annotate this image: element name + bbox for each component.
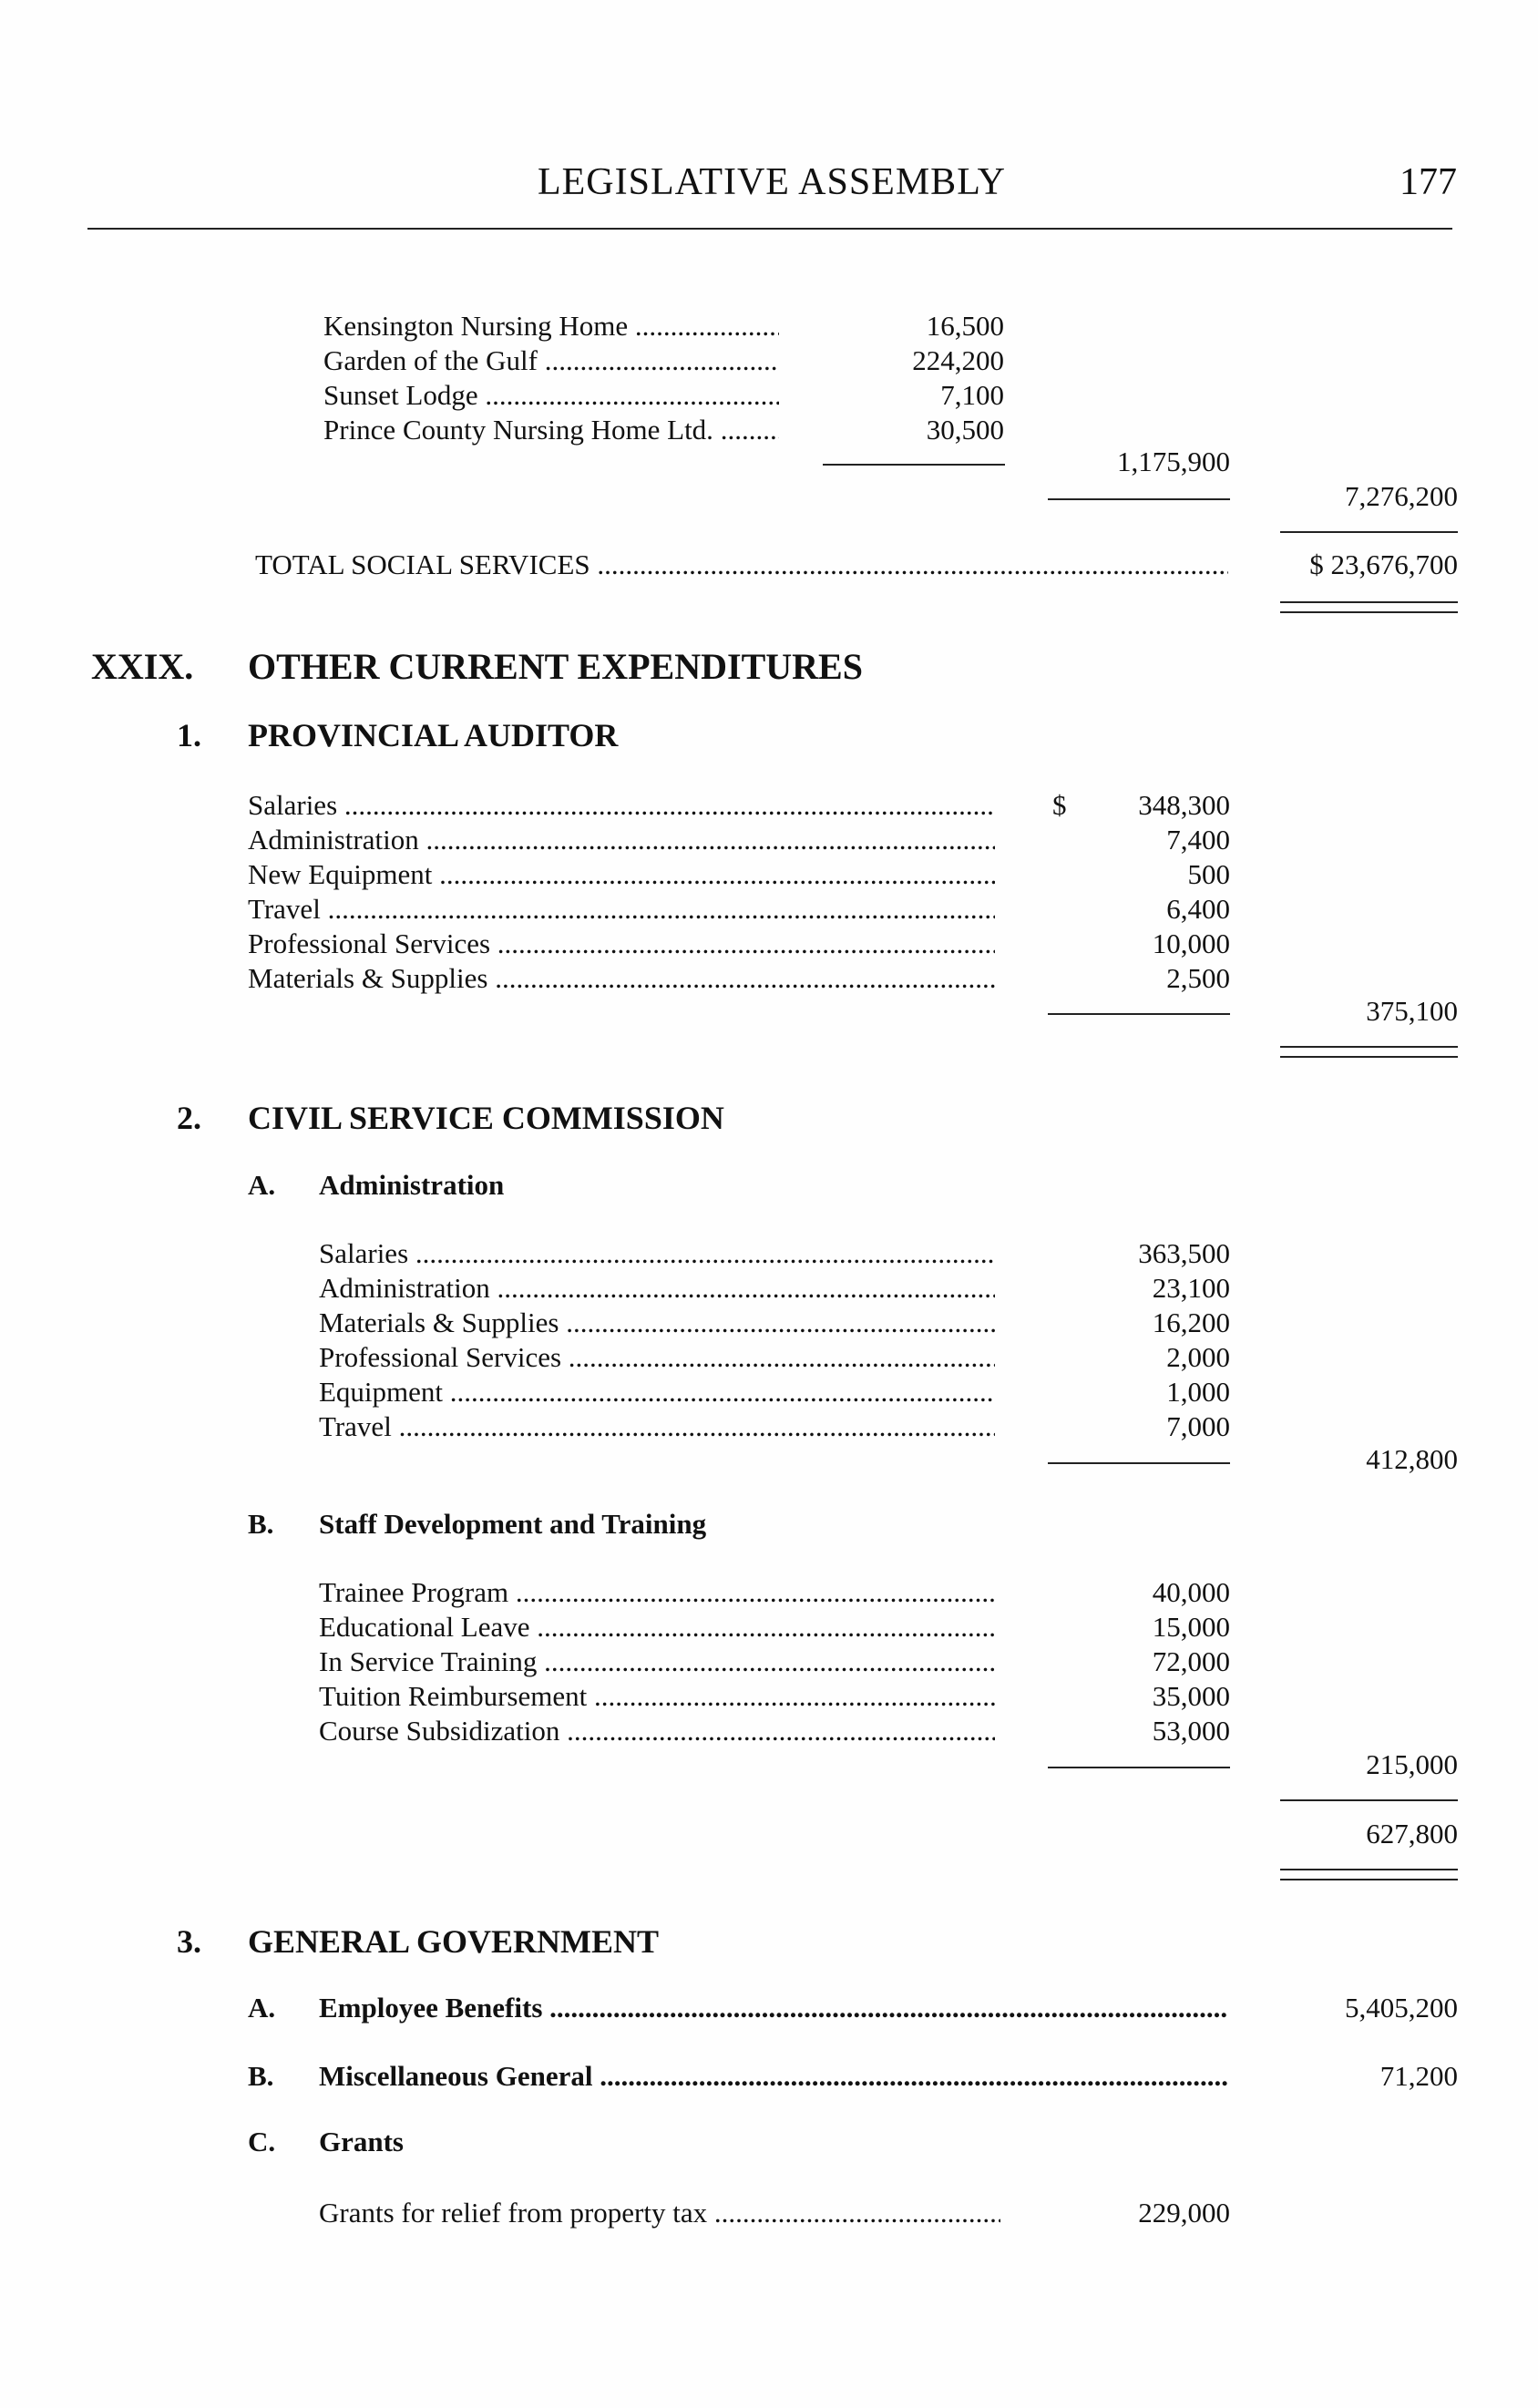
line-item-label: Professional Services ..... (319, 1340, 995, 1375)
line-item-label: In Service Training ..... (319, 1645, 995, 1679)
subsection-title: PROVINCIAL AUDITOR (248, 717, 619, 753)
nursing-home-amount: 7,100 (940, 379, 1004, 411)
line-item-amount: 35,000 (1152, 1680, 1230, 1712)
civil-training-total: 215,000 (1366, 1748, 1458, 1780)
line-item-label: Tuition Reimbursement ..... (319, 1679, 995, 1714)
line-item-amount: 6,400 (1166, 893, 1230, 925)
line-item-amount: 10,000 (1152, 927, 1230, 959)
line-item-amount: 16,200 (1152, 1306, 1230, 1338)
subsection-letter: B. (248, 2060, 274, 2092)
subsection-number: 1. (177, 717, 201, 753)
subtotal-rule (823, 464, 1005, 466)
line-item-amount: 7,000 (1166, 1410, 1230, 1442)
line-item-label: Materials & Supplies ..... (319, 1306, 995, 1340)
line-item-amount: 348,300 (1138, 789, 1230, 821)
line-item-label: Travel ..... (319, 1409, 995, 1444)
civil-admin-total: 412,800 (1366, 1443, 1458, 1475)
section-numeral: XXIX. (91, 646, 194, 687)
line-item-label: Travel ..... (248, 892, 995, 927)
currency-sign: $ (1052, 789, 1067, 821)
line-item-label: Salaries ..... (248, 788, 995, 823)
subtotal-rule (1048, 1767, 1230, 1768)
subtotal-rule (1048, 498, 1230, 500)
line-item-amount: 363,500 (1138, 1237, 1230, 1269)
line-item-amount: 15,000 (1152, 1611, 1230, 1643)
subsection-number: 3. (177, 1923, 201, 1960)
subtotal-rule (1048, 1013, 1230, 1015)
double-rule (1280, 1869, 1458, 1880)
line-item-amount: 23,100 (1152, 1272, 1230, 1304)
total-rule (1280, 531, 1458, 533)
line-item-amount: 72,000 (1152, 1645, 1230, 1677)
line-item-label: Salaries ..... (319, 1236, 995, 1271)
total-rule (1280, 1799, 1458, 1801)
line-item-label: Trainee Program ..... (319, 1575, 995, 1610)
subsection-heading: Miscellaneous General ..... (319, 2059, 1228, 2094)
line-item-label: Professional Services ..... (248, 927, 995, 961)
line-item-amount: 229,000 (1138, 2197, 1230, 2229)
employee-benefits-amount: 5,405,200 (1345, 1992, 1458, 2024)
subsection-letter: A. (248, 1169, 276, 1201)
line-item-label: Administration ..... (248, 823, 995, 857)
nursing-home-label: Prince County Nursing Home Ltd. ..... (323, 413, 779, 447)
subsection-letter: B. (248, 1508, 274, 1540)
line-item-label: Administration ..... (319, 1271, 995, 1306)
section-title: OTHER CURRENT EXPENDITURES (248, 646, 863, 687)
misc-general-amount: 71,200 (1379, 2060, 1458, 2092)
line-item-amount: 1,000 (1166, 1376, 1230, 1408)
page-number: 177 (1400, 161, 1457, 203)
nursing-subtotal: 1,175,900 (1117, 446, 1230, 477)
nursing-home-amount: 16,500 (926, 310, 1004, 342)
line-item-label: New Equipment ..... (248, 857, 995, 892)
line-item-label: Course Subsidization ..... (319, 1714, 995, 1748)
header-rule (87, 228, 1452, 230)
line-item-amount: 7,400 (1166, 824, 1230, 856)
line-item-amount: 2,000 (1166, 1341, 1230, 1373)
double-rule (1280, 601, 1458, 613)
nursing-home-label: Kensington Nursing Home ..... (323, 309, 779, 343)
total-social-amount: $ 23,676,700 (1309, 548, 1458, 580)
line-item-label: Materials & Supplies ..... (248, 961, 995, 996)
subsection-letter: C. (248, 2126, 276, 2157)
line-item-amount: 53,000 (1152, 1715, 1230, 1747)
page-title: LEGISLATIVE ASSEMBLY (538, 161, 1006, 203)
line-item-amount: 40,000 (1152, 1576, 1230, 1608)
subsection-heading: Administration (319, 1169, 505, 1201)
subtotal-rule (1048, 1462, 1230, 1464)
line-item-amount: 2,500 (1166, 962, 1230, 994)
subsection-number: 2. (177, 1100, 201, 1136)
subsection-heading: Staff Development and Training (319, 1508, 707, 1540)
total-social-label: TOTAL SOCIAL SERVICES ..... (255, 548, 1228, 582)
section-subtotal: 7,276,200 (1345, 480, 1458, 512)
civil-total: 627,800 (1366, 1818, 1458, 1850)
line-item-label: Grants for relief from property tax ..... (319, 2196, 1000, 2230)
line-item-amount: 500 (1187, 858, 1230, 890)
subsection-heading: Grants (319, 2126, 404, 2157)
nursing-home-amount: 224,200 (912, 344, 1004, 376)
subsection-heading: Employee Benefits ..... (319, 1991, 1228, 2025)
subsection-title: GENERAL GOVERNMENT (248, 1923, 660, 1960)
auditor-total: 375,100 (1366, 995, 1458, 1027)
nursing-home-label: Garden of the Gulf ..... (323, 343, 779, 378)
subsection-letter: A. (248, 1992, 276, 2024)
double-rule (1280, 1046, 1458, 1058)
subsection-title: CIVIL SERVICE COMMISSION (248, 1100, 724, 1136)
nursing-home-amount: 30,500 (926, 414, 1004, 446)
line-item-label: Educational Leave ..... (319, 1610, 995, 1645)
line-item-label: Equipment ..... (319, 1375, 995, 1409)
nursing-home-label: Sunset Lodge ..... (323, 378, 779, 413)
